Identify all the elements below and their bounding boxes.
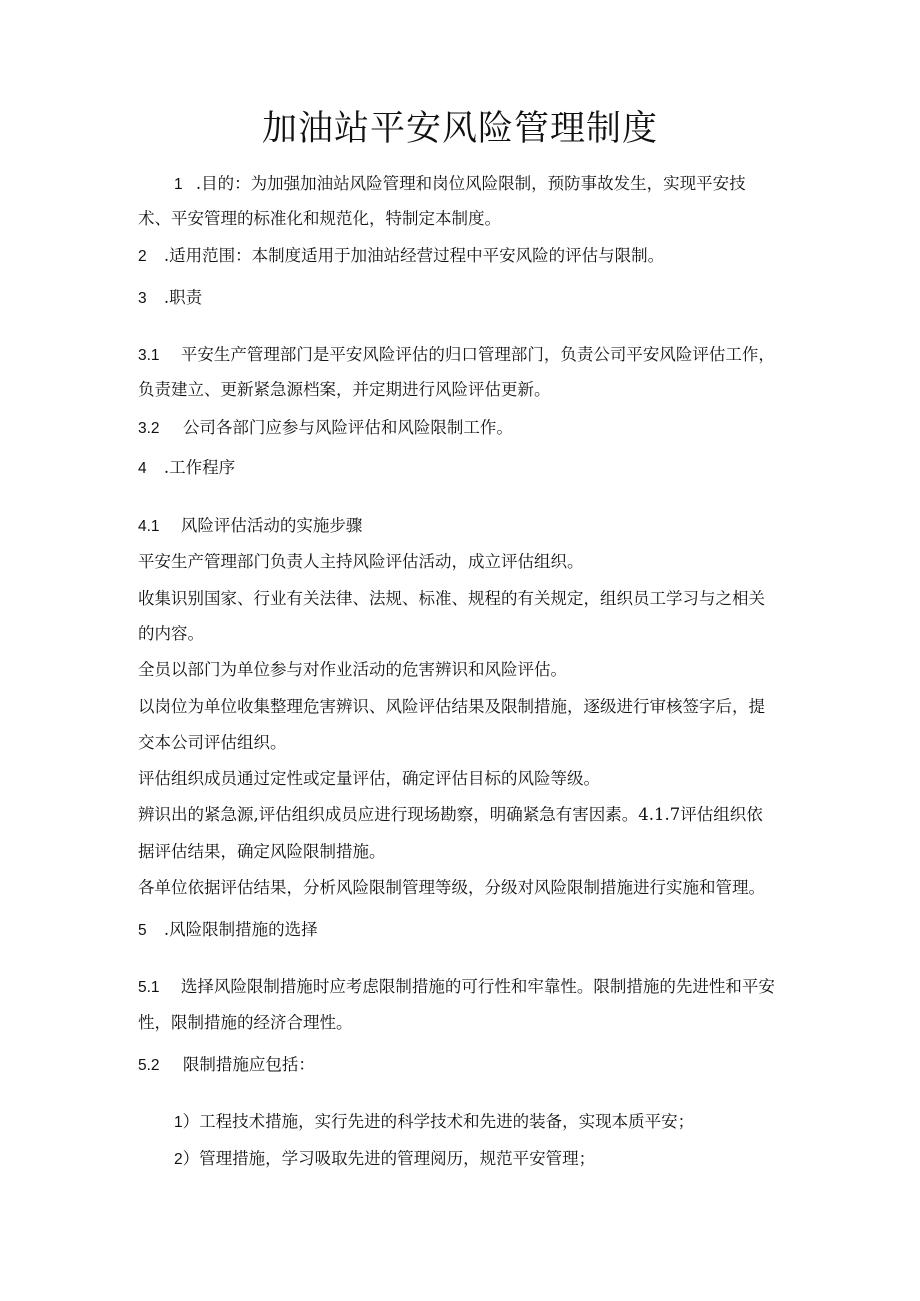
section-text: .工作程序 (163, 458, 236, 477)
subsection-5-1-line-1 (138, 975, 775, 1000)
section-text: .目的：为加强加油站风险管理和岗位风险限制，预防事故发生，实现平安技 (195, 174, 746, 193)
section-1-line-2: 术、平安管理的标准化和规范化，特制定本制度。 (138, 209, 501, 228)
section-text: .适用范围：本制度适用于加油站经营过程中平安风险的评估与限制。 (163, 246, 665, 265)
section-1-line-1 (174, 172, 746, 197)
subsection-text: 风险评估活动的实施步骤 (180, 516, 363, 535)
subsection-5-1-line-2: 性，限制措施的经济合理性。 (138, 1013, 353, 1032)
subsection-5-2-line (138, 1053, 315, 1078)
page-title: 加油站平安风险管理制度 (261, 109, 658, 149)
list-item-2 (174, 1147, 595, 1172)
section-3-heading (138, 286, 202, 311)
paragraph-5: 评估组织成员通过定性或定量评估，确定评估目标的风险等级。 (138, 769, 600, 788)
subsection-3-2-line (138, 416, 513, 441)
subsection-number: 4.1 (138, 518, 160, 535)
paragraph-7: 各单位依据评估结果，分析风险限制管理等级，分级对风险限制措施进行实施和管理。 (138, 878, 765, 897)
section-number: 4 (138, 460, 147, 477)
subsection-number: 3.1 (138, 347, 160, 364)
paragraph-3: 全员以部门为单位参与对作业活动的危害辨识和风险评估。 (138, 660, 567, 679)
paragraph-6-line-1: 辨识出的紧急源,评估组织成员应进行现场勘察，明确紧急有害因素。4.1.7评估组织依 (138, 805, 763, 824)
paragraph-4-line-2: 交本公司评估组织。 (138, 733, 287, 752)
section-text: .风险限制措施的选择 (163, 920, 318, 939)
subsection-number: 5.1 (138, 979, 160, 996)
subsection-3-1-line-1 (138, 343, 775, 368)
list-item-number: 1 (174, 1114, 183, 1131)
subsection-text: 限制措施应包括： (182, 1055, 315, 1074)
list-item-text: ）工程技术措施，实行先进的科学技术和先进的装备，实现本质平安； (182, 1112, 695, 1131)
subsection-text: 平安生产管理部门是平安风险评估的归口管理部门，负责公司平安风险评估工作， (180, 345, 775, 364)
paragraph-1: 平安生产管理部门负责人主持风险评估活动，成立评估组织。 (138, 552, 584, 571)
list-item-number: 2 (174, 1151, 183, 1168)
subsection-3-1-line-2: 负责建立、更新紧急源档案，并定期进行风险评估更新。 (138, 380, 551, 399)
paragraph-2-line-1: 收集识别国家、行业有关法律、法规、标准、规程的有关规定，组织员工学习与之相关 (138, 589, 765, 608)
section-number: 3 (138, 290, 147, 307)
paragraph-2-line-2: 的内容。 (138, 624, 204, 643)
section-5-heading (138, 918, 318, 943)
paragraph-6-line-2: 据评估结果，确定风险限制措施。 (138, 842, 386, 861)
section-number: 2 (138, 248, 147, 265)
section-number: 5 (138, 922, 147, 939)
list-item-1 (174, 1110, 694, 1135)
subsection-text: 公司各部门应参与风险评估和风险限制工作。 (182, 418, 513, 437)
section-4-heading (138, 456, 235, 481)
section-2-line (138, 244, 664, 269)
subsection-number: 5.2 (138, 1057, 160, 1074)
section-text: .职责 (163, 288, 203, 307)
section-number: 1 (174, 176, 183, 193)
list-item-text: ）管理措施，学习吸取先进的管理阅历，规范平安管理； (182, 1149, 596, 1168)
subsection-text: 选择风险限制措施时应考虑限制措施的可行性和牢靠性。限制措施的先进性和平安 (180, 977, 775, 996)
paragraph-4-line-1: 以岗位为单位收集整理危害辨识、风险评估结果及限制措施，逐级进行审核签字后，提 (138, 697, 765, 716)
subsection-4-1-line (138, 514, 362, 539)
subsection-number: 3.2 (138, 420, 160, 437)
